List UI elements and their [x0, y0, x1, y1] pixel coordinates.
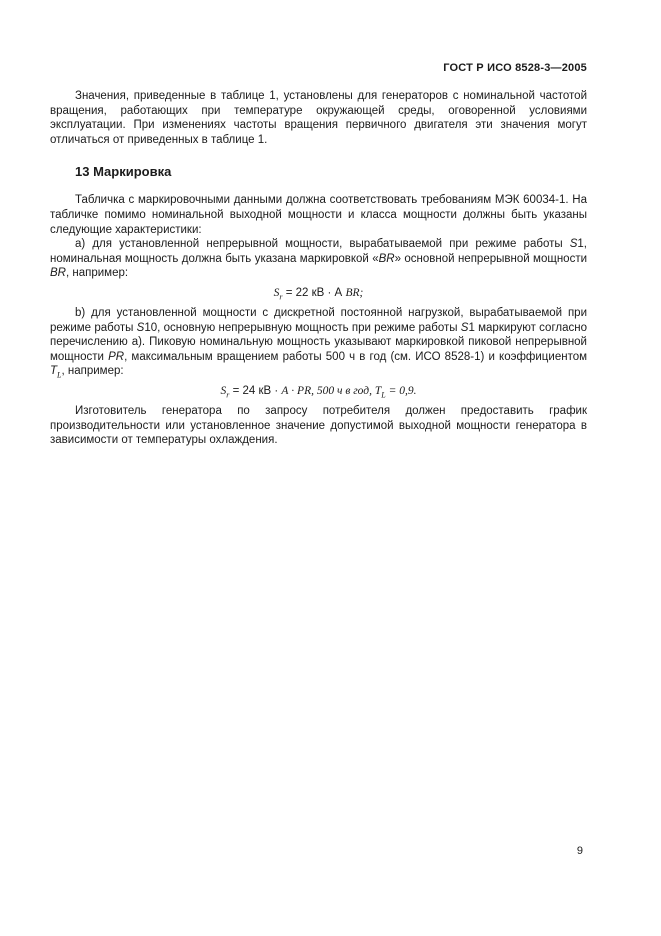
formula-subscript: r [279, 292, 283, 302]
formula-pr-rating [50, 384, 587, 398]
text-run: b) для установленной мощности с дискретной постоянной нагрузкой, вырабатываемой при режиме работы [50, 306, 587, 334]
paragraph-manufacturer: Изготовитель генератора по запросу потребителя должен предоставить график производительности или установленное значение допустимой выходной мощности генератора в зависимости от температуры охлаждения. [50, 404, 587, 447]
text-run-italic: BR [50, 267, 66, 280]
text-run: 1 маркируют согласно перечислению a). Пиковую номинальную мощность указывают маркировкой пиковой непрерывной мощности [50, 321, 588, 363]
text-run: , например: [65, 267, 129, 280]
text-run-italic: S [136, 321, 145, 334]
text-run: , например: [61, 365, 124, 378]
section-heading-marking: 13 Маркировка [75, 164, 172, 180]
list-item-b [50, 306, 587, 379]
formula-variable: T [374, 384, 382, 397]
text-run: = 24 кВ · [229, 384, 282, 397]
text-run-italic: BR [378, 252, 395, 265]
document-header [50, 62, 587, 74]
text-run-italic: S [460, 321, 469, 334]
list-item-a [50, 237, 587, 281]
doc-code: ГОСТ Р ИСО 8528-3—2005 [443, 62, 587, 74]
text-run: » основной непрерывной мощности [394, 252, 588, 265]
paragraph-table-values: Значения, приведенные в таблице 1, установлены для генераторов с номинальной частотой вращения, работающих при температуре окружающей среды, оговоренной условиями эксплуатации. При изменениях частоты вращения первичного двигателя эти значения могут отличаться от приведенных в таблице 1. [50, 90, 587, 146]
formula-subscript: r [226, 390, 230, 400]
formula-subscript: L [57, 370, 62, 380]
text-run: = 22 кВ · А [282, 286, 346, 299]
text-run-italic: А · PR, 500 ч в год, [281, 384, 375, 397]
formula-variable: S [273, 286, 280, 299]
text-run-italic: T [50, 365, 58, 378]
page-number: 9 [576, 845, 583, 857]
text-run-italic: = 0,9. [385, 384, 417, 397]
text-run-italic: BR; [345, 286, 364, 299]
formula-variable: S [220, 384, 227, 397]
formula-subscript: L [381, 390, 386, 400]
text-run: 1, номинальная мощность должна быть указана маркировкой « [50, 238, 587, 265]
paragraph-nameplate: Табличка с маркировочными данными должна соответствовать требованиям МЭК 60034-1. На табличке помимо номинальной выходной мощности и класса мощности должны быть указаны следующие характеристики: [50, 194, 587, 236]
text-run-italic: PR [108, 350, 125, 363]
text-run: , максимальным вращением работы 500 ч в год (см. ИСО 8528-1) и коэффициентом [124, 350, 588, 363]
text-run: a) для установленной непрерывной мощности, вырабатываемой при режиме работы [75, 238, 570, 251]
formula-br-rating [50, 286, 587, 300]
text-run: 10, основную непрерывную мощность при режиме работы [144, 321, 461, 334]
text-run-italic: S [569, 238, 578, 251]
